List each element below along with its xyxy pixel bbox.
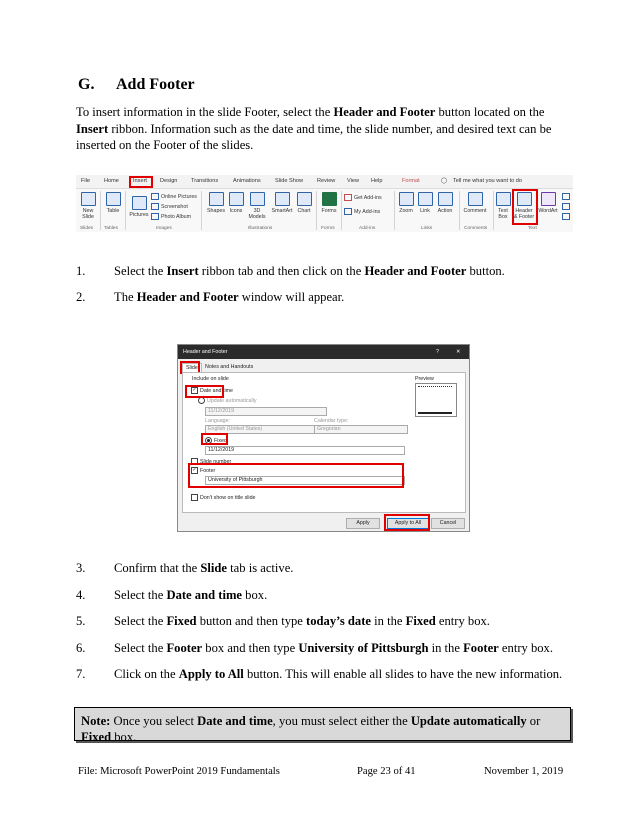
step-text: in the [428,641,464,655]
preview-label: Preview [415,376,434,382]
step-text: Select the [114,614,167,628]
button-label: 3D Models [248,208,266,220]
cancel-button[interactable]: Cancel [431,518,465,529]
checkbox-label: Footer [200,467,216,474]
footer-text-input[interactable]: University of Pittsburgh [205,476,405,485]
intro-bold: Header and Footer [333,105,436,119]
step-bold: Header and Footer [364,264,467,278]
section-letter: G. [78,76,95,93]
header-footer-highlight [512,189,538,225]
group-label-links: Links [421,226,433,231]
button-label: Text Box [498,208,508,220]
calendar-type-select[interactable]: Gregorian [314,425,408,434]
note-text: , you must select either the [272,714,411,728]
checkbox-label: Date and time [200,387,233,394]
help-icon[interactable]: ? [436,349,439,355]
insert-ribbon-screenshot [76,175,573,231]
button-label: Header & Footer [513,208,535,220]
step-bold: Footer [166,641,203,655]
icons-button[interactable] [227,192,245,214]
apply-to-all-highlight [384,514,430,531]
get-addins-button[interactable] [344,194,382,202]
calendar-type-label: Calendar type: [314,418,349,424]
online-pictures-icon [151,193,159,200]
step-number: 1. [76,264,86,278]
new-slide-button[interactable] [79,192,97,220]
pictures-icon [132,196,147,210]
button-label: My Add-ins [354,208,381,215]
comment-icon [468,192,483,206]
table-button[interactable] [104,192,122,214]
button-label: Get Add-ins [354,194,382,201]
step-text: box and then type [202,641,299,655]
pictures-button[interactable] [128,196,150,218]
group-divider [459,191,460,230]
group-divider [100,191,101,230]
step-text: Confirm that the [114,561,201,575]
fixed-highlight [201,433,228,445]
step-number: 5. [76,614,86,628]
apply-to-all-button[interactable]: Apply to All [387,518,429,529]
intro-text: To insert information in the slide Footer, select the [76,105,334,119]
icons-icon [229,192,244,206]
step-bold: Footer [463,641,499,655]
step-bold: Date and time [166,588,243,602]
link-button[interactable] [417,192,433,214]
group-label-illustrations: Illustrations [248,226,273,231]
intro-text: button located on the [435,105,545,119]
note-text: Once you select [110,714,198,728]
action-button[interactable] [434,192,456,214]
step-number: 3. [76,561,86,575]
footer-highlight [188,463,404,488]
button-label: Shapes [207,208,225,214]
intro-paragraph [76,104,576,154]
intro-bold: Insert [76,121,109,136]
dialog-titlebar [178,345,469,359]
step-text: button. This will enable all slides to have the new information. [243,667,563,681]
note-bold: Date and time [197,714,273,728]
section-heading [78,76,195,94]
cube-icon [250,192,265,206]
group-divider [493,191,494,230]
step-bold: Header and Footer [136,290,239,304]
step-bold: today’s date [306,614,371,628]
comment-button[interactable] [461,192,489,214]
button-label: SmartArt [271,208,293,214]
step-1 [76,264,505,279]
button-label: Pictures [129,212,149,218]
check-icon: ✓ [192,467,197,473]
ribbon-body [76,188,573,232]
zoom-button[interactable] [397,192,415,214]
step-text: entry box. [498,641,553,655]
step-bold: Apply to All [178,667,244,681]
tab-slide[interactable]: Slide [182,363,202,373]
tab-format[interactable]: Format [402,178,420,184]
step-text: Select the [114,588,167,602]
group-divider [125,191,126,230]
step-bold: Slide [200,561,228,575]
note-bold: Update automatically [410,714,527,728]
link-icon [418,192,433,206]
photo-album-icon [151,213,159,220]
group-divider [316,191,317,230]
button-label: Screenshot [161,203,188,210]
step-text: box. [242,588,268,602]
step-3 [76,561,293,576]
media-mini-button[interactable] [562,213,572,221]
group-divider [394,191,395,230]
smartart-icon [275,192,290,206]
forms-button[interactable] [319,192,339,214]
radio-icon [198,397,205,404]
footer-date: November 1, 2019 [484,766,564,777]
3d-models-button[interactable] [246,192,268,220]
tab-help[interactable]: Help [371,178,383,184]
screenshot-icon [151,203,159,210]
symbols-mini-icons[interactable] [562,193,572,201]
chart-icon [297,192,312,206]
tab-file[interactable]: File [81,178,91,184]
text-box-button[interactable] [495,192,511,220]
step-6 [76,641,553,656]
note-text: box. [111,730,137,744]
step-text: in the [371,614,406,628]
equation-icon [562,193,570,200]
step-text: Click on the [114,667,179,681]
tab-transitions[interactable]: Transitions [191,178,219,184]
shapes-button[interactable] [206,192,226,214]
radio-label: Fixed [214,437,227,444]
step-text: The [114,290,137,304]
step-bold: Fixed [166,614,197,628]
note-label: Note: [81,714,111,728]
photo-album-button[interactable] [151,213,191,221]
forms-icon [322,192,337,206]
preview-footer-line [418,412,452,414]
group-label-slides: Slides [80,226,94,231]
button-label: Link [420,208,430,214]
group-label-comments: Comments [464,226,488,231]
section-title: Add Footer [116,76,195,93]
step-2 [76,290,344,305]
step-text: button and then type [196,614,307,628]
step-number: 4. [76,588,86,602]
zoom-icon [399,192,414,206]
language-label: Language: [205,418,231,424]
group-label-tables: Tables [104,226,118,231]
text-box-icon [496,192,511,206]
symbol-mini-button[interactable] [562,203,572,211]
step-bold: University of Pittsburgh [298,641,429,655]
tab-view[interactable]: View [347,178,360,184]
step-number: 2. [76,290,86,304]
tab-slide-show[interactable]: Slide Show [275,178,303,184]
media-icon [562,213,570,220]
note-box [74,707,571,744]
button-label: Forms [321,208,337,214]
button-label: Photo Album [161,213,192,220]
wordart-button[interactable] [537,192,559,214]
intro-text: ribbon. Information such as the date and time, the slide number, and desired text can be inserted on the Footer of the slides. [76,121,552,152]
button-label: Zoom [399,208,413,214]
step-bold: Fixed [405,614,436,628]
group-label-text: Text [528,226,537,231]
language-select[interactable]: English (United States) [205,425,327,434]
store-icon [344,194,352,201]
my-addins-button[interactable] [344,208,380,216]
update-automatically-radio[interactable] [198,397,256,404]
dont-show-title-checkbox[interactable] [191,494,255,501]
button-label: Table [106,208,120,214]
date-time-highlight [185,385,224,398]
insert-tab-highlight [129,176,153,188]
step-text: Select the [114,641,167,655]
button-label: Icons [229,208,243,214]
group-divider [341,191,342,230]
auto-date-select[interactable]: 11/12/2019 [205,407,327,416]
step-text: ribbon tab and then click on the [198,264,365,278]
group-label-images: Images [156,226,172,231]
preview-header-line [418,386,452,391]
button-label: Action [437,208,453,214]
chart-button[interactable] [295,192,313,214]
header-footer-dialog [177,344,470,532]
dialog-title: Header and Footer [183,349,228,355]
note-bold: Fixed [81,730,112,744]
wordart-icon [541,192,556,206]
footer-page-number: Page 23 of 41 [357,766,416,777]
tab-insert[interactable]: Insert [133,178,147,184]
fixed-date-input[interactable]: 11/12/2019 [205,446,405,455]
tell-me-box[interactable]: Tell me what you want to do [453,178,523,184]
button-label: Comment [463,208,487,214]
apply-button[interactable]: Apply [346,518,380,529]
symbol-icon [562,203,570,210]
button-label: New Slide [82,208,94,220]
step-text: window will appear. [238,290,345,304]
slide-preview [415,383,457,417]
button-label: Chart [297,208,311,214]
shapes-icon [209,192,224,206]
step-text: tab is active. [227,561,294,575]
include-on-slide-label: Include on slide [192,376,229,382]
tab-review[interactable]: Review [317,178,336,184]
note-text: or [526,714,541,728]
group-divider [201,191,202,230]
step-number: 7. [76,667,86,681]
close-icon[interactable]: ✕ [456,349,461,355]
screenshot-button[interactable] [151,203,188,211]
step-bold: Insert [166,264,199,278]
online-pictures-button[interactable] [151,193,197,201]
button-label: WordArt [538,208,558,214]
group-label-addins: Add-ins [359,226,376,231]
lightbulb-icon: ◯ [441,178,448,184]
radio-label: Update automatically [207,397,257,404]
smartart-button[interactable] [270,192,294,214]
step-number: 6. [76,641,86,655]
group-label-forms: Forms [321,226,335,231]
tab-notes-handouts[interactable]: Notes and Handouts [205,364,254,370]
checkbox-icon [191,494,198,501]
action-icon [438,192,453,206]
tab-design[interactable]: Design [160,178,178,184]
button-label: Online Pictures [161,193,197,200]
step-text: button. [466,264,505,278]
step-5 [76,614,490,629]
checkbox-label: Slide number [200,458,232,465]
checkbox-label: Don't show on title slide [200,494,256,501]
tab-home[interactable]: Home [104,178,119,184]
tab-animations[interactable]: Animations [233,178,261,184]
footer-file: File: Microsoft PowerPoint 2019 Fundamentals [78,766,280,777]
step-text: Select the [114,264,167,278]
addins-icon [344,208,352,215]
step-4 [76,588,267,603]
step-text: entry box. [435,614,490,628]
table-icon [106,192,121,206]
new-slide-icon [81,192,96,206]
step-7 [76,667,562,682]
check-icon: ✓ [192,387,197,393]
